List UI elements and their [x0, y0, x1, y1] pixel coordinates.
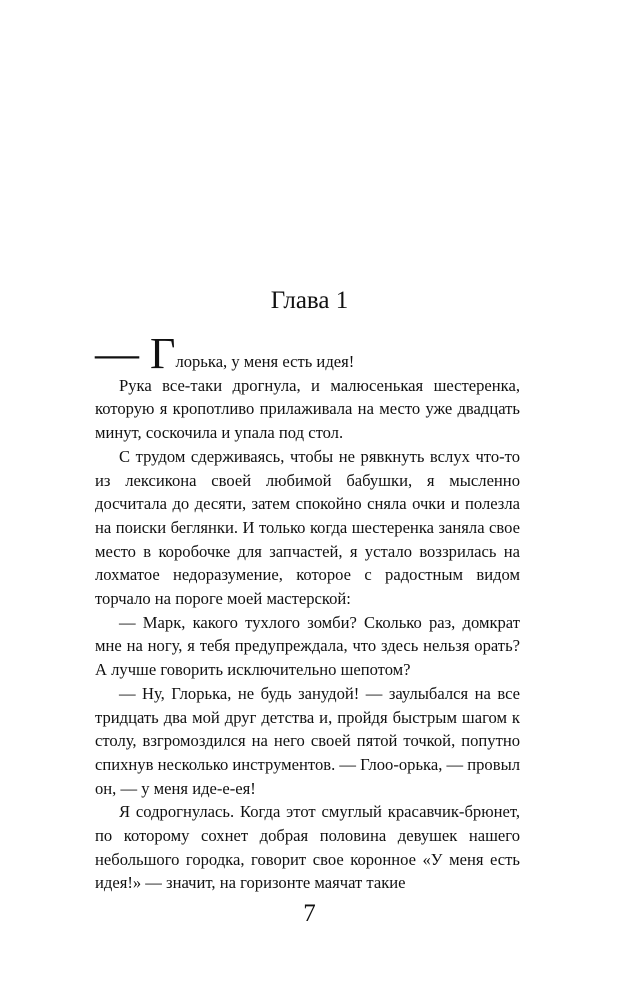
paragraph: — Марк, какого тухлого зомби? Сколько раз, домкрат мне на ногу, я тебя предупреждала, что здесь нельзя орать? А лучше говорить исключительно шепотом? — [95, 612, 520, 680]
paragraph: С трудом сдерживаясь, чтобы не рявкнуть вслух что-то из лексикона своей любимой бабушки, я мысленно досчитала до десяти, затем спокойно сняла очки и полезла на поиски беглянки. И только когда шестеренка заняла свое место в коробочке для запчастей, я устало воззрилась на лохматое недоразумение, которое с радостным видом торчало на пороге моей мастерской: — [95, 446, 520, 609]
drop-cap: — Г — [95, 329, 176, 378]
opening-paragraph-text: лорька, у меня есть идея! — [175, 352, 355, 371]
chapter-title: Глава 1 — [270, 287, 349, 314]
paragraph: Я содрогнулась. Когда этот смуглый красавчик-брюнет, по которому сохнет добрая половина девушек нашего небольшого городка, говорит свое коронное «У меня есть идея!» — значит, на горизонте маячат такие — [95, 802, 520, 893]
paragraph: Рука все-таки дрогнула, и малюсенькая шестеренка, которую я кропотливо прилаживала на место уже двадцать минут, соскочила и упала под стол. — [95, 375, 520, 443]
page-number: 7 — [303, 900, 316, 927]
paragraph: — Ну, Глорька, не будь занудой! — заулыбался на все тридцать два мой друг детства и, пройдя быстрым шагом к столу, взгромоздился на него своей пятой точкой, попутно спихнув несколько инструментов. — Глоо-орька, — провыл он, — у меня иде-е-ея! — [95, 683, 520, 798]
opening-paragraph — [95, 329, 520, 378]
body-text — [95, 329, 520, 895]
